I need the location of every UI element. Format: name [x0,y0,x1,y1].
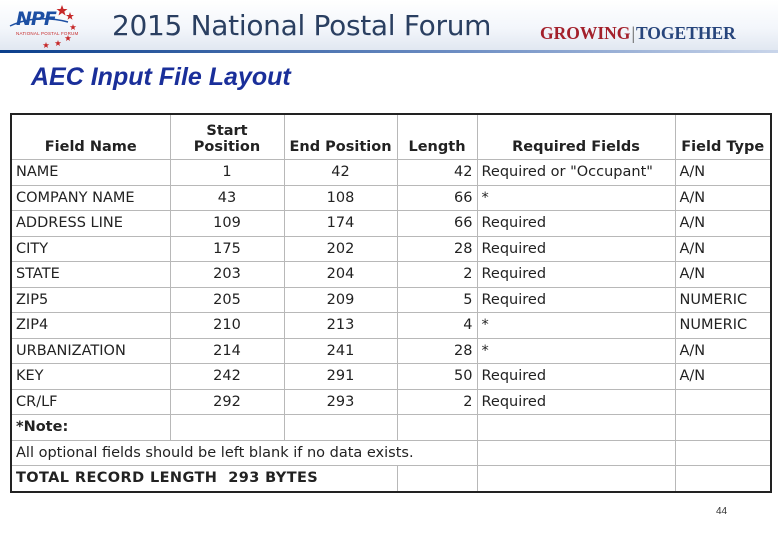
field-name-cell: STATE [11,262,170,288]
length-cell: 5 [397,287,477,313]
end-position-cell: 108 [284,185,397,211]
table-row [11,236,771,262]
total-row [11,466,771,492]
end-position-cell: 209 [284,287,397,313]
length-cell: 28 [397,338,477,364]
table-row [11,338,771,364]
end-position-cell: 213 [284,313,397,339]
field-type-cell: A/N [675,364,771,390]
logo-subtext: NATIONAL POSTAL FORUM [16,31,79,36]
tagline-growing: GROWING [540,23,631,43]
length-cell: 4 [397,313,477,339]
start-position-cell: 292 [170,389,284,415]
note-label: *Note: [11,415,170,441]
field-name-cell: KEY [11,364,170,390]
field-type-cell: A/N [675,211,771,237]
tagline [540,23,736,44]
column-header-field-type: Field Type [675,114,771,160]
field-name-cell: CITY [11,236,170,262]
end-position-cell: 204 [284,262,397,288]
field-type-cell: NUMERIC [675,313,771,339]
empty-cell [284,415,397,441]
table-row [11,185,771,211]
required-cell: Required [477,287,675,313]
required-cell: * [477,185,675,211]
banner-rule [0,50,778,53]
start-position-cell: 109 [170,211,284,237]
slide-title: AEC Input File Layout [31,63,291,91]
empty-cell [477,415,675,441]
field-type-cell: A/N [675,236,771,262]
field-name-cell: ZIP5 [11,287,170,313]
end-position-cell: 42 [284,160,397,186]
total-record-length: TOTAL RECORD LENGTH 293 BYTES [11,466,397,492]
empty-cell [675,440,771,466]
field-type-cell: A/N [675,160,771,186]
start-position-cell: 43 [170,185,284,211]
column-header-start-position: Start Position [170,114,284,160]
required-cell: * [477,338,675,364]
tagline-together: TOGETHER [635,23,736,43]
length-cell: 66 [397,185,477,211]
empty-cell [675,466,771,492]
field-type-cell: A/N [675,185,771,211]
column-header-required-fields: Required Fields [477,114,675,160]
note-text: All optional fields should be left blank if no data exists. [11,440,477,466]
required-cell: Required [477,364,675,390]
table-row [11,313,771,339]
table-row [11,389,771,415]
end-position-cell: 202 [284,236,397,262]
column-header-field-name: Field Name [11,114,170,160]
empty-cell [397,415,477,441]
end-position-cell: 174 [284,211,397,237]
field-type-cell [675,389,771,415]
field-name-cell: NAME [11,160,170,186]
tagline-separator: | [631,23,635,43]
length-cell: 50 [397,364,477,390]
start-position-cell: 175 [170,236,284,262]
table-row [11,287,771,313]
start-position-cell: 1 [170,160,284,186]
length-cell: 66 [397,211,477,237]
table-row [11,364,771,390]
empty-cell [675,415,771,441]
field-name-cell: URBANIZATION [11,338,170,364]
required-cell: Required or "Occupant" [477,160,675,186]
start-position-cell: 210 [170,313,284,339]
field-type-cell: A/N [675,262,771,288]
table-row [11,211,771,237]
column-header-end-position: End Position [284,114,397,160]
empty-cell [477,440,675,466]
field-type-cell: NUMERIC [675,287,771,313]
header-banner [0,0,778,52]
input-file-layout-table [10,113,772,493]
field-name-cell: ZIP4 [11,313,170,339]
required-cell: Required [477,236,675,262]
field-type-cell: A/N [675,338,771,364]
empty-cell [170,415,284,441]
required-cell: Required [477,211,675,237]
length-cell: 28 [397,236,477,262]
table-row [11,160,771,186]
field-name-cell: CR/LF [11,389,170,415]
page-number: 44 [716,506,728,517]
field-name-cell: COMPANY NAME [11,185,170,211]
forum-title: 2015 National Postal Forum [112,9,492,42]
end-position-cell: 291 [284,364,397,390]
required-cell: Required [477,389,675,415]
start-position-cell: 242 [170,364,284,390]
required-cell: * [477,313,675,339]
column-header-length: Length [397,114,477,160]
note-label-row [11,415,771,441]
empty-cell [477,466,675,492]
start-position-cell: 214 [170,338,284,364]
field-name-cell: ADDRESS LINE [11,211,170,237]
table-row [11,262,771,288]
note-text-row [11,440,771,466]
end-position-cell: 241 [284,338,397,364]
empty-cell [397,466,477,492]
start-position-cell: 203 [170,262,284,288]
required-cell: Required [477,262,675,288]
start-position-cell: 205 [170,287,284,313]
npf-logo [6,2,78,50]
length-cell: 42 [397,160,477,186]
table-header-row [11,114,771,160]
logo-text: NPF [16,8,56,30]
length-cell: 2 [397,389,477,415]
end-position-cell: 293 [284,389,397,415]
length-cell: 2 [397,262,477,288]
